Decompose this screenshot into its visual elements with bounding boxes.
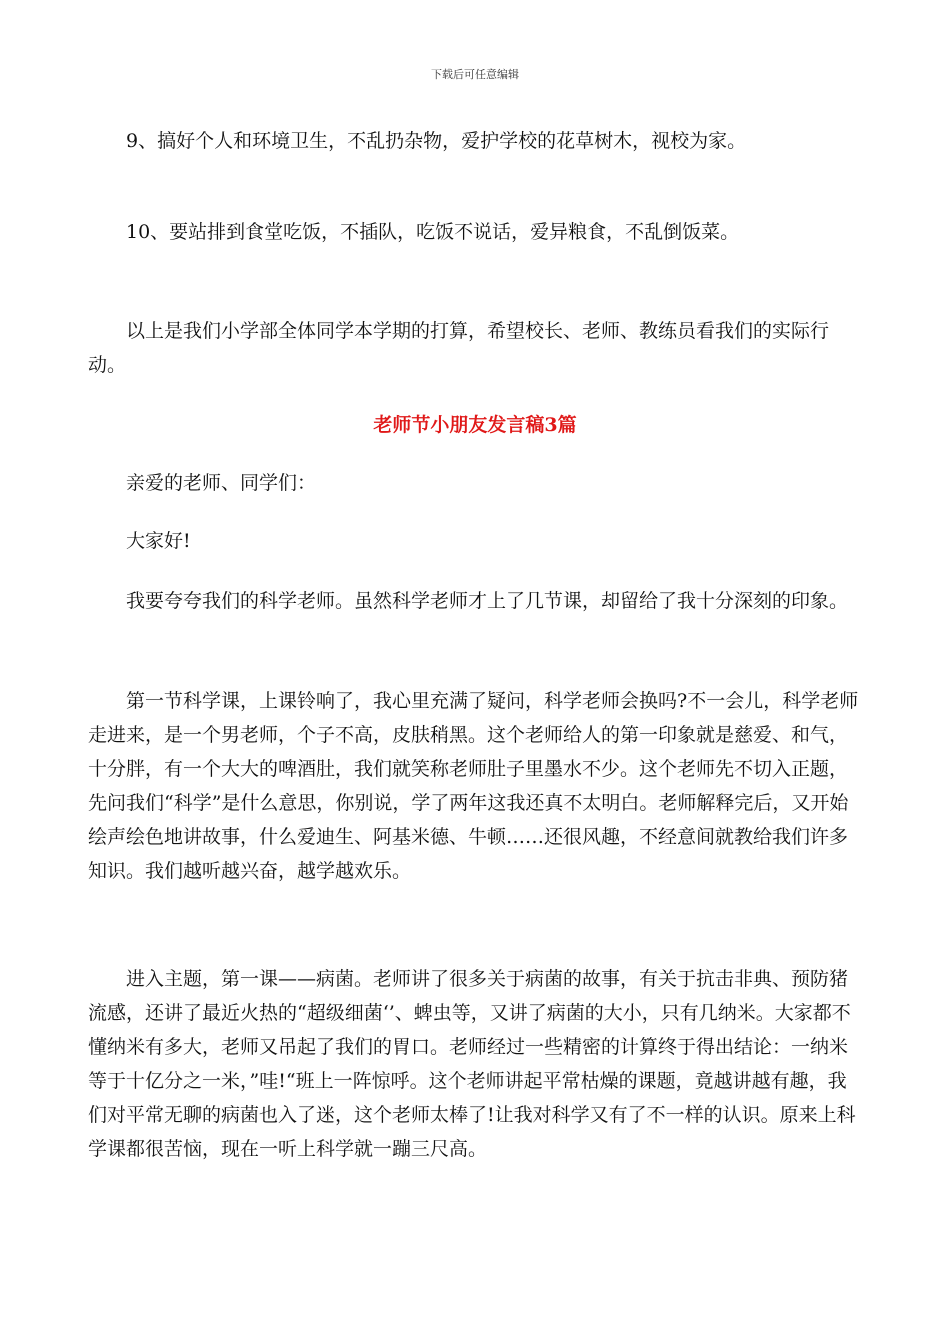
- paragraph-intro: 我要夸夸我们的科学老师。虽然科学老师才上了几节课，却留给了我十分深刻的印象。: [126, 590, 849, 612]
- paragraph-bacteria-lesson: 进入主题，第一课——病菌。老师讲了很多关于病菌的故事，有关于抗击非典、预防猪流感，还讲了最近火热的“超级细菌‘’、蜱虫等，又讲了病菌的大小，只有几纳米。大家都不懂纳米有多大，老师又吊起了我们的胃口。老师经过一些精密的计算终于得出结论：一纳米等于十亿分之一米，”哇!“班上一阵惊呼。这个老师讲起平常枯燥的课题，竟越讲越有趣，我们对平常无聊的病菌也入了迷，这个老师太棒了!让我对科学又有了不一样的认识。原来上科学课都很苦恼，现在一听上科学就一蹦三尺高。: [88, 968, 856, 1160]
- paragraph-first-class: 第一节科学课，上课铃响了，我心里充满了疑问，科学老师会换吗?不一会儿，科学老师走进来，是一个男老师，个子不高，皮肤稍黑。这个老师给人的第一印象就是慈爱、和气，十分胖，有一个大大的啤酒肚，我们就笑称老师肚子里墨水不少。这个老师先不切入正题，先问我们“科学”是什么意思，你别说，学了两年这我还真不太明白。老师解释完后，又开始绘声绘色地讲故事，什么爱迪生、阿基米德、牛顿……还很风趣，不经意间就教给我们许多知识。我们越听越兴奋，越学越欢乐。: [88, 690, 859, 882]
- paragraph-item-10: 10、要站排到食堂吃饭，不插队，吃饭不说话，爱异粮食，不乱倒饭菜。: [126, 221, 740, 243]
- paragraph-greeting: 亲爱的老师、同学们：: [126, 472, 317, 494]
- paragraph-hello: 大家好!: [126, 530, 191, 552]
- paragraph-closing: 以上是我们小学部全体同学本学期的打算，希望校长、老师、教练员看我们的实际行动。: [88, 320, 830, 376]
- section-title: 老师节小朋友发言稿3篇: [373, 414, 577, 436]
- paragraph-item-9: 9、搞好个人和环境卫生，不乱扔杂物，爱护学校的花草树木，视校为家。: [126, 130, 747, 152]
- page-header: 下载后可任意编辑: [431, 68, 519, 81]
